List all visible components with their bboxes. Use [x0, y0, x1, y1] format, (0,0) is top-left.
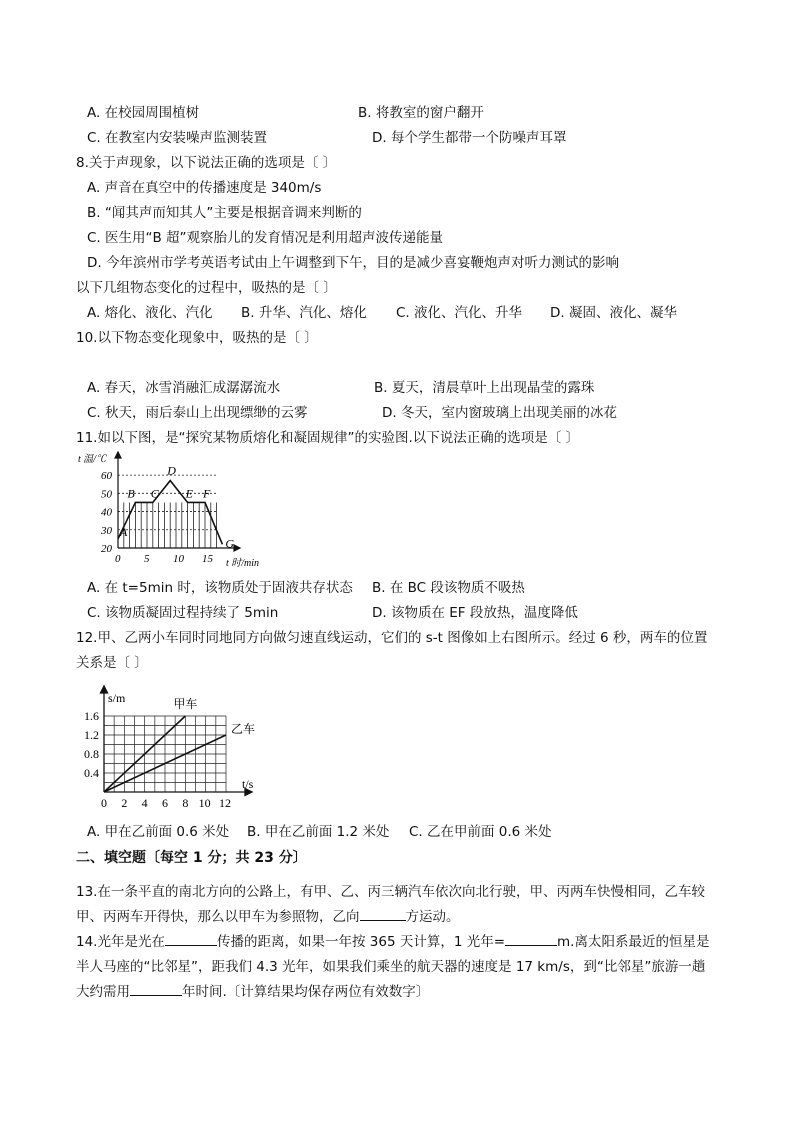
- q12-option-b: B. 甲在乙前面 1.2 米处: [247, 824, 390, 840]
- q12-stem-line2: 关系是〔 〕: [76, 655, 148, 671]
- q14-text-c: m.离太阳系最近的恒星是: [557, 934, 710, 950]
- melting-curve-chart: [74, 448, 284, 572]
- q8-option-a: A. 声音在真空中的传播速度是 340m/s: [87, 180, 322, 196]
- q14-blank-3[interactable]: [130, 983, 182, 996]
- q7-option-d: D. 每个学生都带一个防噪声耳罩: [372, 130, 567, 146]
- q8-option-b: B. “闻其声而知其人”主要是根据音调来判断的: [87, 205, 362, 221]
- c1-point-label: G: [225, 536, 235, 551]
- c1-xtick-label: 15: [202, 553, 213, 565]
- q9-option-b: B. 升华、汽化、熔化: [241, 305, 367, 321]
- q11-stem: 11.如以下图，是“探究某物质熔化和凝固规律”的实验图.以下说法正确的选项是〔 〕: [76, 430, 580, 446]
- q11-option-b: B. 在 BC 段该物质不吸热: [372, 580, 525, 596]
- q12-option-a: A. 甲在乙前面 0.6 米处: [87, 824, 230, 840]
- c1-ytick-label: 40: [101, 506, 112, 519]
- c1-xtick-label: 5: [144, 553, 150, 565]
- c2-xtick-label: 8: [182, 796, 189, 810]
- c1-ylabel: t 温/℃: [78, 454, 107, 465]
- c2-xtick-label: 10: [198, 796, 211, 810]
- c1-ytick-label: 30: [101, 524, 112, 537]
- q13-line2: [76, 908, 460, 926]
- c2-ytick-label: 1.2: [84, 728, 99, 742]
- q14-line3: [76, 983, 429, 1001]
- c2-xtick-label: 4: [141, 796, 148, 810]
- q14-text-e: 年时间.〔计算结果均保存两位有效数字〕: [182, 984, 430, 1000]
- c1-xtick-label: 10: [173, 553, 184, 565]
- q10-stem: 10.以下物态变化现象中，吸热的是〔 〕: [76, 330, 318, 346]
- c1-x-arrow: [234, 545, 240, 551]
- c2-ytick-label: 1.6: [84, 709, 99, 723]
- q12-stem-line1: 12.甲、乙两小车同时同地同方向做匀速直线运动，它们的 s-t 图像如上右图所示。经过 6 秒，两车的位置: [76, 630, 708, 646]
- c2-series-name: 甲车: [173, 697, 198, 711]
- c2-ylabel: s/m: [108, 691, 126, 705]
- q13-blank[interactable]: [360, 908, 406, 921]
- q8-stem: 8.关于声现象，以下说法正确的选项是〔 〕: [76, 155, 337, 171]
- q10-option-b: B. 夏天，清晨草叶上出现晶莹的露珠: [374, 380, 595, 396]
- q14-line1: [76, 933, 709, 951]
- c1-point-label: D: [167, 463, 176, 478]
- c1-point-label: B: [127, 486, 135, 501]
- s-t-chart: [78, 680, 278, 816]
- q13-line1: 13.在一条平直的南北方向的公路上，有甲、乙、丙三辆汽车依次向北行驶，甲、丙两车快慢相同，乙车较: [76, 884, 705, 900]
- q11-option-a: A. 在 t=5min 时，该物质处于固液共存状态: [87, 580, 353, 596]
- q9-option-d: D. 凝固、液化、凝华: [550, 305, 677, 321]
- c1-ytick-label: 20: [101, 543, 112, 555]
- c2-xtick-label: 6: [162, 796, 168, 810]
- c2-xtick-label: 0: [101, 796, 107, 810]
- q8-option-d: D. 今年滨州市学考英语考试由上午调整到下午，目的是减少喜宴鞭炮声对听力测试的影响: [87, 255, 619, 271]
- q9-option-c: C. 液化、汽化、升华: [396, 305, 523, 321]
- q14-blank-2[interactable]: [505, 933, 557, 946]
- q11-option-d: D. 该物质在 EF 段放热，温度降低: [372, 605, 578, 621]
- c1-y-arrow: [115, 452, 121, 458]
- q14-text-d: 大约需用: [76, 984, 130, 1000]
- q10-option-a: A. 春天，冰雪消融汇成潺潺流水: [87, 380, 281, 396]
- c2-xlabel: t/s: [242, 777, 254, 791]
- q11-option-c: C. 该物质凝固过程持续了 5min: [87, 605, 279, 621]
- c1-xtick-label: 0: [115, 553, 121, 565]
- q14-text-b: 传播的距离，如果一年按 365 天计算，1 光年=: [216, 934, 506, 950]
- c1-xlabel: t 时/min: [226, 558, 260, 569]
- q10-option-c: C. 秋天，雨后泰山上出现缥缈的云雾: [87, 405, 308, 421]
- c1-point-label: A: [120, 524, 128, 539]
- q9-stem: 以下几组物态变化的过程中，吸热的是〔 〕: [76, 280, 337, 296]
- q14-text-a: 14.光年是光在: [76, 934, 165, 950]
- q9-option-a: A. 熔化、液化、汽化: [87, 305, 213, 321]
- q8-option-c: C. 医生用“B 超”观察胎儿的发育情况是利用超声波传递能量: [87, 230, 444, 246]
- section-title: 二、填空题〔每空 1 分；共 23 分〕: [76, 850, 307, 866]
- c1-ytick-label: 50: [101, 488, 112, 501]
- c1-point-label: C: [150, 486, 159, 501]
- q14-line2: 半人马座的“比邻星”，距我们 4.3 光年，如果我们乘坐的航天器的速度是 17 km/s，到“比邻星”旅游一趟: [76, 959, 706, 975]
- c1-point-label: E: [185, 486, 193, 501]
- q7-option-b: B. 将教室的窗户翻开: [358, 105, 484, 121]
- q7-option-c: C. 在教室内安装噪声监测装置: [87, 130, 268, 146]
- q13-text-b: 方运动。: [405, 909, 460, 925]
- c1-ytick-label: 60: [101, 470, 112, 483]
- q13-text-a: 甲、丙两车开得快，那么以甲车为参照物，乙向: [76, 909, 360, 925]
- c2-ytick-label: 0.8: [84, 747, 99, 761]
- c2-xtick-label: 12: [219, 796, 231, 810]
- q7-option-a: A. 在校园周围植树: [87, 105, 200, 121]
- c2-y-arrow: [101, 686, 108, 693]
- q12-option-c: C. 乙在甲前面 0.6 米处: [409, 824, 552, 840]
- q14-blank-1[interactable]: [165, 933, 217, 946]
- c2-xtick-label: 2: [121, 796, 128, 810]
- c1-point-label: F: [203, 486, 211, 501]
- c2-ytick-label: 0.4: [84, 766, 99, 780]
- c2-series-name: 乙车: [231, 722, 256, 736]
- q10-option-d: D. 冬天，室内窗玻璃上出现美丽的冰花: [382, 405, 617, 421]
